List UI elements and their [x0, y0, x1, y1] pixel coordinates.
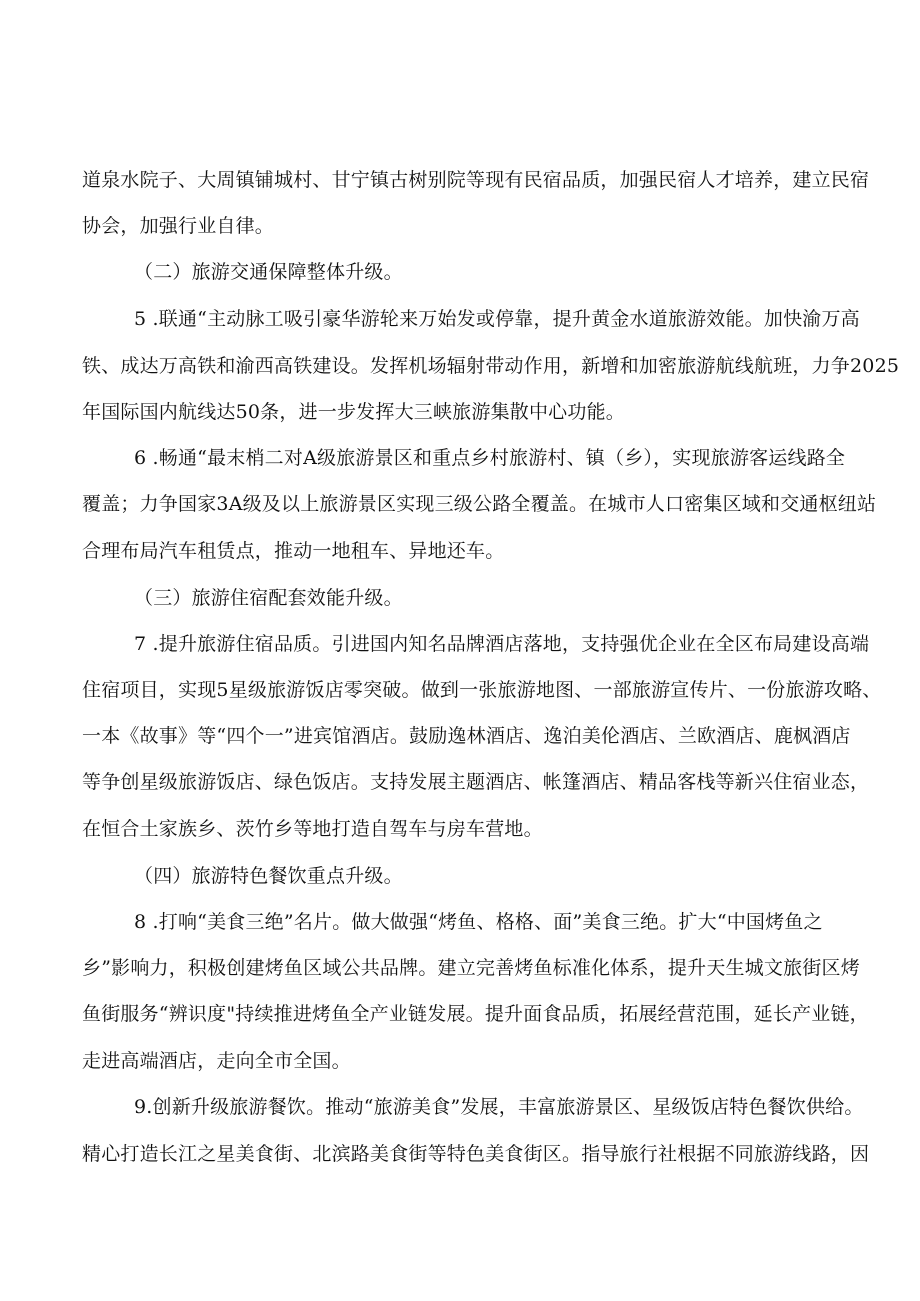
line-2: 协会，加强行业自律。 — [82, 215, 275, 237]
item-8-line-4: 走进高端酒店，走向全市全国。 — [82, 1050, 351, 1072]
item-7-line-2: 住宿项目，实现5星级旅游饭店零突破。做到一张旅游地图、一部旅游宣传片、一份旅游攻略、 — [82, 679, 882, 701]
item-7-line-4: 等争创星级旅游饭店、绿色饭店。支持发展主题酒店、帐篷酒店、精品客栈等新兴住宿业态， — [82, 771, 870, 793]
section-heading-4: （四）旅游特色餐饮重点升级。 — [134, 865, 403, 887]
item-7-line-5: 在恒合土家族乡、茨竹乡等地打造自驾车与房车营地。 — [82, 818, 543, 840]
item-7-line-1: 7 .提升旅游住宿品质。引进国内知名品牌酒店落地，支持强优企业在全区布局建设高端 — [134, 633, 870, 655]
item-8-line-3: 鱼街服务“辨识度"持续推进烤鱼全产业链发展。提升面食品质，拓展经营范围，延长产业链， — [82, 1003, 869, 1025]
item-6-line-3: 合理布局汽车租赁点，推动一地租车、异地还车。 — [82, 540, 505, 562]
item-5-line-2: 铁、成达万高铁和渝西高铁建设。发挥机场辐射带动作用，新增和加密旅游航线航班，力争2025 — [82, 355, 900, 377]
item-5-line-1: 5 .联通“主动脉工吸引豪华游轮来万始发或停靠，提升黄金水道旅游效能。加快渝万高 — [134, 308, 860, 330]
item-9-line-2: 精心打造长江之星美食街、北滨路美食街等特色美食街区。指导旅行社根据不同旅游线路，因 — [82, 1143, 870, 1165]
item-6-line-1: 6 .畅通“最末梢二对A级旅游景区和重点乡村旅游村、镇（乡），实现旅游客运线路全 — [134, 447, 846, 469]
item-9-line-1: 9.创新升级旅游餐饮。推动“旅游美食”发展，丰富旅游景区、星级饭店特色餐饮供给。 — [134, 1096, 864, 1118]
item-6-line-2: 覆盖；力争国家3A级及以上旅游景区实现三级公路全覆盖。在城市人口密集区域和交通枢纽站 — [82, 493, 877, 515]
item-8-line-1: 8 .打响“美食三绝”名片。做大做强“烤鱼、格格、面”美食三绝。扩大“中国烤鱼之 — [134, 911, 823, 933]
item-5-line-3: 年国际国内航线达50条，进一步发挥大三峡旅游集散中心功能。 — [82, 401, 625, 423]
line-1: 道泉水院子、大周镇铺城村、甘宁镇古树别院等现有民宿品质，加强民宿人才培养，建立民宿 — [82, 169, 870, 191]
section-heading-3: （三）旅游住宿配套效能升级。 — [134, 587, 403, 609]
item-8-line-2: 乡”影响力，积极创建烤鱼区域公共品牌。建立完善烤鱼标准化体系，提升天生城文旅街区烤 — [82, 957, 860, 979]
section-heading-2: （二）旅游交通保障整体升级。 — [134, 261, 403, 283]
item-7-line-3: 一本《故事》等“四个一”进宾馆酒店。鼓励逸林酒店、逸泊美伦酒店、兰欧酒店、鹿枫酒店 — [82, 725, 851, 747]
